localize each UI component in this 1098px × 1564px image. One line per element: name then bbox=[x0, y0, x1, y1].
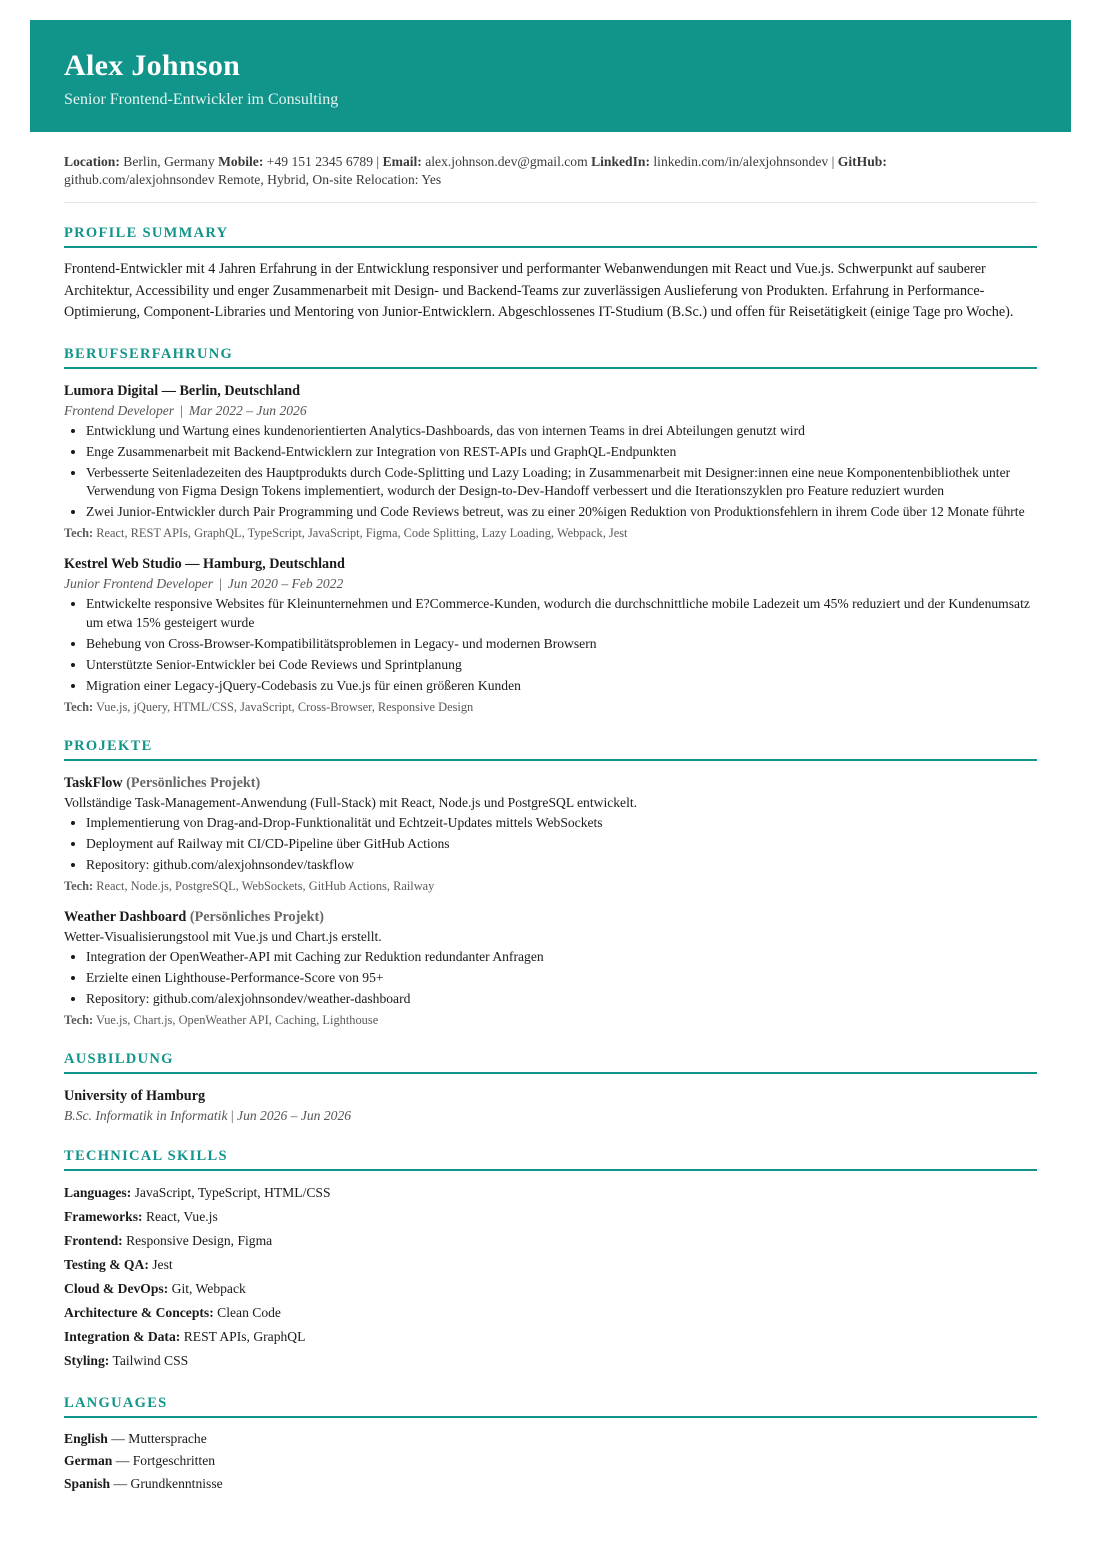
skill-label: Languages: bbox=[64, 1184, 132, 1200]
resume-page bbox=[30, 20, 1071, 1495]
tech-value: Vue.js, Chart.js, OpenWeather API, Caching, Lighthouse bbox=[96, 1012, 379, 1027]
language-row bbox=[64, 1428, 1037, 1451]
tech-label: Tech: bbox=[64, 526, 94, 540]
github-value[interactable]: github.com/alexjohnsondev bbox=[64, 172, 215, 187]
school-name: University of Hamburg bbox=[64, 1087, 206, 1104]
mobile-value: +49 151 2345 6789 bbox=[266, 154, 374, 169]
section-heading: AUSBILDUNG bbox=[64, 1050, 1037, 1074]
section-heading: PROFILE SUMMARY bbox=[64, 224, 1037, 248]
project-bullets bbox=[64, 948, 1037, 1009]
skill-value: Jest bbox=[152, 1256, 173, 1272]
language-name: English bbox=[64, 1430, 108, 1446]
meta-separator: | bbox=[219, 576, 222, 591]
list-item: • Zwei Junior-Entwickler durch Pair Programming und Code Reviews betreut, was zu einer 20%igen Reduktion von Produktionsfehlern in ihrem Code über 12 Monate führte bbox=[86, 503, 1037, 522]
skill-label: Cloud & DevOps: bbox=[64, 1280, 169, 1296]
list-item: • Implementierung von Drag-and-Drop-Funktionalität und Echtzeit-Updates mittels WebSockets bbox=[86, 814, 1037, 833]
project-description: Vollständige Task-Management-Anwendung (Full-Stack) mit React, Node.js und PostgreSQL entwickelt. bbox=[64, 794, 638, 810]
experience-section bbox=[64, 345, 1037, 716]
project-name: Weather Dashboard bbox=[64, 908, 187, 925]
resume-header bbox=[30, 20, 1071, 132]
project-description: Wetter-Visualisierungstool mit Vue.js und Chart.js erstellt. bbox=[64, 928, 382, 944]
project-tag: (Persönliches Projekt) bbox=[189, 908, 324, 925]
language-dash: — bbox=[111, 1430, 125, 1446]
job-entry bbox=[64, 381, 1037, 543]
language-level: Fortgeschritten bbox=[132, 1453, 216, 1468]
skill-row bbox=[64, 1301, 1037, 1325]
job-meta bbox=[64, 574, 1037, 594]
list-item: • Repository: github.com/alexjohnsondev/weather-dashboard bbox=[86, 990, 1037, 1009]
job-dates: Jun 2020 – Feb 2022 bbox=[227, 576, 344, 591]
list-item: • Entwicklung und Wartung eines kundenorientierten Analytics-Dashboards, das von internen Teams in drei Abteilungen genutzt wird bbox=[86, 422, 1037, 441]
list-item: • Repository: github.com/alexjohnsondev/taskflow bbox=[86, 856, 1037, 875]
skill-label: Frameworks: bbox=[64, 1208, 143, 1224]
skill-value: Responsive Design, Figma bbox=[126, 1232, 273, 1248]
section-heading: BERUFSERFAHRUNG bbox=[64, 345, 1037, 369]
skill-row bbox=[64, 1253, 1037, 1277]
meta-separator: | bbox=[180, 402, 183, 418]
tech-label: Tech: bbox=[64, 699, 94, 714]
list-item: • Enge Zusammenarbeit mit Backend-Entwicklern zur Integration von REST-APIs und GraphQL-Endpunkten bbox=[86, 443, 1037, 462]
project-title bbox=[64, 907, 1037, 927]
language-dash: — bbox=[113, 1475, 128, 1491]
project-tech bbox=[64, 877, 1037, 895]
list-item: • Deployment auf Railway mit CI/CD-Pipeline über GitHub Actions bbox=[86, 835, 1037, 854]
skill-row bbox=[64, 1229, 1037, 1253]
section-heading: LANGUAGES bbox=[64, 1394, 1037, 1418]
linkedin-value[interactable]: linkedin.com/in/alexjohnsondev bbox=[653, 154, 829, 169]
meta-separator: | bbox=[230, 1107, 234, 1123]
email-label: Email: bbox=[382, 154, 422, 169]
education-section bbox=[64, 1050, 1037, 1126]
contact-line bbox=[64, 132, 1037, 203]
skill-label: Styling: bbox=[64, 1352, 110, 1368]
location-value: Berlin, Germany bbox=[123, 154, 215, 169]
skill-label: Testing & QA: bbox=[64, 1256, 149, 1272]
contact-separator: | bbox=[831, 154, 835, 169]
section-heading: PROJEKTE bbox=[64, 737, 1037, 761]
job-meta bbox=[64, 401, 1037, 421]
location-label: Location: bbox=[64, 154, 120, 169]
skill-value: REST APIs, GraphQL bbox=[183, 1328, 306, 1344]
tech-value: React, REST APIs, GraphQL, TypeScript, JavaScript, Figma, Code Splitting, Lazy Loading, Webpack, Jest bbox=[96, 526, 628, 540]
list-item: • Erzielte einen Lighthouse-Performance-Score von 95+ bbox=[86, 969, 1037, 988]
skill-row bbox=[64, 1349, 1037, 1373]
job-company: Lumora Digital — Berlin, Deutschland bbox=[64, 382, 301, 399]
skill-row bbox=[64, 1325, 1037, 1349]
job-bullets bbox=[64, 422, 1037, 522]
project-title bbox=[64, 773, 1037, 793]
list-item: • Migration einer Legacy-jQuery-Codebasis zu Vue.js für einen größeren Kunden bbox=[86, 677, 1037, 696]
candidate-title: Senior Frontend-Entwickler im Consulting bbox=[64, 91, 339, 108]
linkedin-label: LinkedIn: bbox=[591, 154, 650, 169]
resume-content bbox=[30, 132, 1071, 1495]
skill-value: Tailwind CSS bbox=[112, 1352, 189, 1368]
language-level: Muttersprache bbox=[128, 1430, 207, 1446]
job-entry bbox=[64, 554, 1037, 716]
project-tech bbox=[64, 1011, 1037, 1029]
language-name: Spanish bbox=[64, 1475, 111, 1491]
language-level: Grundkenntnisse bbox=[130, 1475, 223, 1491]
job-bullets bbox=[64, 595, 1037, 695]
project-entry bbox=[64, 907, 1037, 1029]
language-name: German bbox=[64, 1453, 113, 1468]
education-entry bbox=[64, 1086, 1037, 1126]
project-entry bbox=[64, 773, 1037, 895]
project-bullets bbox=[64, 814, 1037, 875]
languages-list bbox=[64, 1428, 1037, 1496]
skill-value: JavaScript, TypeScript, HTML/CSS bbox=[134, 1184, 331, 1200]
skill-row bbox=[64, 1181, 1037, 1205]
skill-label: Integration & Data: bbox=[64, 1328, 181, 1344]
tech-value: Vue.js, jQuery, HTML/CSS, JavaScript, Cross-Browser, Responsive Design bbox=[96, 699, 474, 714]
job-role: Junior Frontend Developer bbox=[64, 576, 213, 591]
list-item: • Verbesserte Seitenladezeiten des Hauptprodukts durch Code-Splitting und Lazy Loading; in Zusammenarbeit mit Designer:innen eine neue Komponentenbibliothek unter Verwendung von Figma Design Tokens implementiert, wodurch der Design-to-Dev-Handoff verbessert und die Iterationszyklen pro Feature reduziert wurden bbox=[86, 464, 1037, 501]
skills-list bbox=[64, 1181, 1037, 1373]
skill-value: Clean Code bbox=[217, 1304, 281, 1320]
degree: B.Sc. Informatik in Informatik bbox=[64, 1107, 228, 1123]
language-dash: — bbox=[115, 1453, 130, 1468]
skill-row bbox=[64, 1205, 1037, 1229]
list-item: • Integration der OpenWeather-API mit Caching zur Reduktion redundanter Anfragen bbox=[86, 948, 1037, 967]
list-item: • Unterstützte Senior-Entwickler bei Code Reviews und Sprintplanung bbox=[86, 656, 1037, 675]
education-meta bbox=[64, 1106, 1037, 1126]
education-dates: Jun 2026 – Jun 2026 bbox=[237, 1107, 352, 1123]
language-row bbox=[64, 1473, 1037, 1496]
languages-section bbox=[64, 1394, 1037, 1496]
contact-extra: Remote, Hybrid, On-site Relocation: Yes bbox=[218, 172, 442, 187]
job-company: Kestrel Web Studio — Hamburg, Deutschland bbox=[64, 556, 345, 572]
job-tech bbox=[64, 524, 1037, 542]
skill-label: Architecture & Concepts: bbox=[64, 1304, 214, 1320]
tech-label: Tech: bbox=[64, 1012, 94, 1027]
email-value[interactable]: alex.johnson.dev@gmail.com bbox=[425, 154, 588, 169]
tech-value: React, Node.js, PostgreSQL, WebSockets, GitHub Actions, Railway bbox=[96, 878, 435, 893]
profile-text: Frontend-Entwickler mit 4 Jahren Erfahrung in der Entwicklung responsiver und performanter Webanwendungen mit React und Vue.js. Schwerpunkt auf sauberer Architektur, Accessibility und enger Zusammenarbeit mit Design- und Backend-Teams zur zuverlässigen Auslieferung von Produkten. Erfahrung in Performance-Optimierung, Component-Libraries und Mentoring von Junior-Entwicklern. Abgeschlossenes IT-Studium (B.Sc.) und offen für Reisetätigkeit (einige Tage pro Woche). bbox=[64, 261, 1014, 320]
github-label: GitHub: bbox=[837, 154, 887, 169]
projects-section bbox=[64, 737, 1037, 1029]
skill-value: React, Vue.js bbox=[145, 1208, 218, 1224]
skills-section bbox=[64, 1147, 1037, 1373]
candidate-name: Alex Johnson bbox=[64, 49, 241, 82]
job-tech bbox=[64, 698, 1037, 716]
contact-separator: | bbox=[376, 154, 380, 169]
skill-label: Frontend: bbox=[64, 1232, 123, 1248]
mobile-label: Mobile: bbox=[218, 154, 264, 169]
language-row bbox=[64, 1450, 1037, 1473]
job-role: Frontend Developer bbox=[64, 402, 175, 418]
skill-row bbox=[64, 1277, 1037, 1301]
profile-section bbox=[64, 224, 1037, 324]
skill-value: Git, Webpack bbox=[171, 1280, 246, 1296]
job-dates: Mar 2022 – Jun 2026 bbox=[188, 402, 307, 418]
tech-label: Tech: bbox=[64, 878, 94, 893]
list-item: • Entwickelte responsive Websites für Kleinunternehmen und E?Commerce-Kunden, wodurch die durchschnittliche mobile Ladezeit um 45% reduziert und der Kundenumsatz um etwa 15% gesteigert wurde bbox=[86, 595, 1037, 632]
list-item: • Behebung von Cross-Browser-Kompatibilitätsproblemen in Legacy- und modernen Browsern bbox=[86, 635, 1037, 654]
project-tag: (Persönliches Projekt) bbox=[126, 774, 261, 791]
project-name: TaskFlow bbox=[64, 774, 123, 791]
section-heading: TECHNICAL SKILLS bbox=[64, 1147, 1037, 1171]
